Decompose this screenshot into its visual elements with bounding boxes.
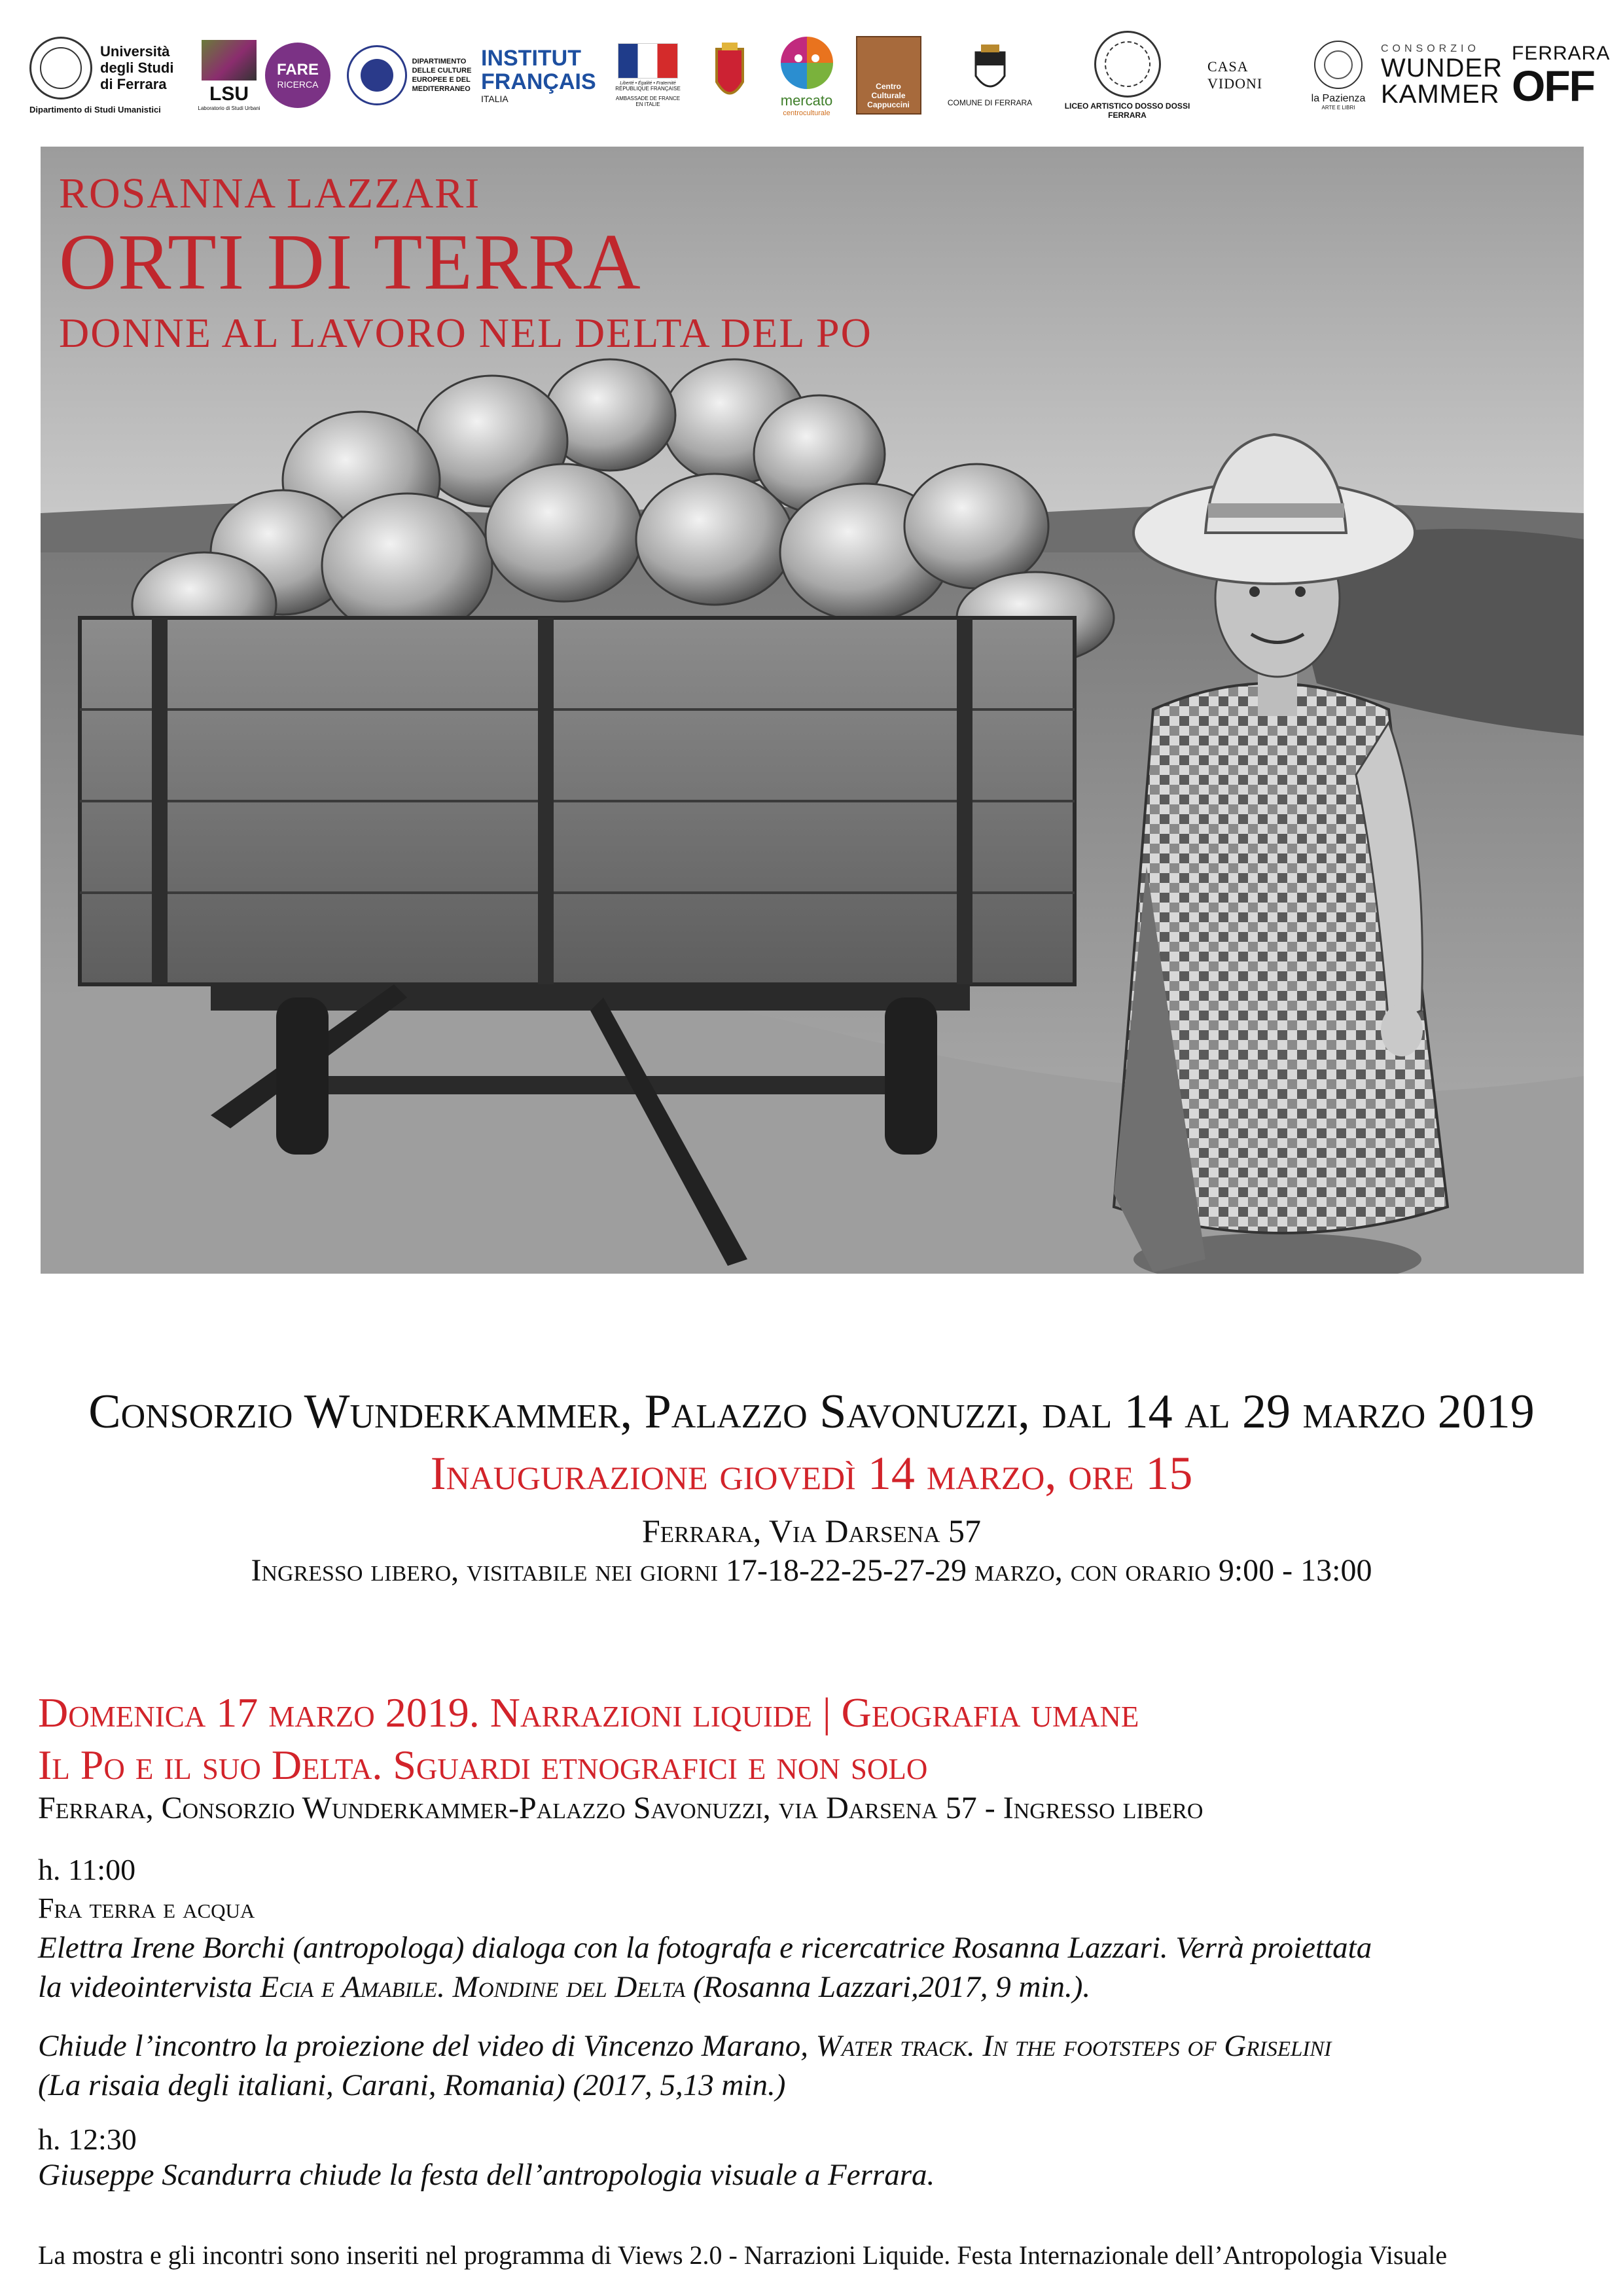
event1-screening-line2: (La risaia degli italiani, Carani, Romania) (2017, 5,13 min.) <box>38 2068 786 2102</box>
casa-vidoni-label: CASA VIDONI <box>1207 58 1263 92</box>
capp-line-1: Centro <box>876 82 901 91</box>
dipartimento-seal-icon <box>347 45 407 105</box>
logo-institut-francais <box>481 26 596 124</box>
logo-ambassade-france <box>602 26 694 124</box>
liceo-line-1: LICEO ARTISTICO DOSSO DOSSI <box>1064 101 1190 111</box>
partner-logos-bar <box>29 26 1611 124</box>
liceo-seal-icon <box>1094 31 1161 98</box>
logo-cappuccini <box>851 26 926 124</box>
event1-screening-pre: Chiude l’incontro la proiezione del video di Vincenzo Marano, <box>38 2029 816 2063</box>
logo-lsu <box>196 26 262 124</box>
event1-description <box>38 1928 1596 2007</box>
ferrara-shield-icon <box>972 43 1008 96</box>
wk-line-3: KAMMER <box>1381 80 1500 109</box>
mercato-face-icon <box>777 33 836 92</box>
event1-desc-line2 <box>38 1967 1596 2007</box>
pazienza-seal-icon <box>1314 41 1363 89</box>
exhibition-title: ORTI DI TERRA <box>59 217 642 306</box>
dip-line-4: MEDITERRANEO <box>412 85 471 93</box>
event1-title: Fra terra e acqua <box>38 1892 255 1924</box>
exhibition-subtitle: DONNE AL LAVORO NEL DELTA DEL PO <box>59 310 872 357</box>
unife-dept: Dipartimento di Studi Umanistici <box>29 104 161 115</box>
logo-comune-ferrara <box>933 26 1047 124</box>
ff-line-2: OFF <box>1512 62 1594 110</box>
event1-screening <box>38 2026 1596 2105</box>
if-line-1: INSTITUT <box>481 46 581 71</box>
footer-note: La mostra e gli incontri sono inseriti nel programma di Views 2.0 - Narrazioni Liquide. Festa Internazionale dell’Antropologia Visuale <box>38 2240 1448 2270</box>
logo-comune-stemma <box>700 26 759 124</box>
mercato-line-2: centroculturale <box>783 109 830 117</box>
unife-name-1: Università <box>100 43 170 60</box>
comune-label: COMUNE DI FERRARA <box>947 98 1033 107</box>
wk-line-2: WUNDER <box>1381 54 1503 82</box>
author-name: ROSANNA LAZZARI <box>59 170 481 217</box>
unife-name-2: degli Studi <box>100 60 174 76</box>
unife-seal-icon <box>29 37 92 99</box>
if-line-2: FRANÇAIS <box>481 69 596 94</box>
dip-line-1: DIPARTIMENTO <box>412 58 467 65</box>
capp-line-3: Cappuccini <box>867 100 910 109</box>
pazienza-line-1: la Pazienza <box>1311 92 1366 104</box>
event1-screening-line1 <box>38 2026 1596 2066</box>
amb-line-2: RÉPUBLIQUE FRANÇAISE <box>615 86 681 92</box>
dip-line-2: DELLE CULTURE <box>412 67 472 75</box>
logo-liceo-dosso-dossi <box>1054 26 1201 124</box>
liceo-line-2: FERRARA <box>1108 111 1147 120</box>
event1-desc-line1: Elettra Irene Borchi (antropologa) dialoga con la fotografa e ricercatrice Rosanna Lazzari. Verrà proiettata <box>38 1931 1372 1965</box>
address: Ferrara, Via Darsena 57 <box>641 1513 982 1549</box>
event1-desc-pre: la videointervista <box>38 1970 260 2004</box>
poster-title-block <box>59 170 872 359</box>
amb-line-4: EN ITALIE <box>635 101 660 107</box>
exhibition-photo <box>41 147 1584 1274</box>
program-location: Ferrara, Consorzio Wunderkammer-Palazzo Savonuzzi, via Darsena 57 - Ingresso libero <box>38 1791 1204 1825</box>
logo-casa-vidoni <box>1207 26 1299 124</box>
logo-mercato <box>766 26 847 124</box>
venue-dates: Consorzio Wunderkammer, Palazzo Savonuzzi, dal 14 al 29 marzo 2019 <box>88 1385 1535 1439</box>
event1-desc-post: (Rosanna Lazzari,2017, 9 min.). <box>685 1970 1091 2004</box>
logo-ferrara-off <box>1512 26 1610 124</box>
logo-wunderkammer <box>1381 26 1505 124</box>
lsu-image-icon <box>202 40 257 81</box>
event2-hour: h. 12:30 <box>38 2123 137 2156</box>
amb-line-3: AMBASSADE DE FRANCE <box>615 96 681 101</box>
unife-name-3: di Ferrara <box>100 76 167 92</box>
capp-line-2: Culturale <box>871 91 906 100</box>
cappuccini-building-icon <box>856 36 921 115</box>
lsu-sub: Laboratorio di Studi Urbani <box>198 105 260 111</box>
coat-of-arms-icon <box>710 43 749 108</box>
amb-line-1: Liberté • Égalité • Fraternité <box>620 81 676 86</box>
inauguration: Inaugurazione giovedì 14 marzo, ore 15 <box>430 1447 1193 1499</box>
fare-label: FARE <box>276 61 319 79</box>
ricerca-label: RICERCA <box>277 79 319 90</box>
logo-la-pazienza <box>1302 26 1374 124</box>
if-line-3: ITALIA <box>481 94 508 104</box>
program-subtitle: Il Po e il suo Delta. Sguardi etnografici e non solo <box>38 1742 928 1788</box>
event1-hour: h. 11:00 <box>38 1853 136 1886</box>
wk-line-1: CONSORZIO <box>1381 43 1480 54</box>
opening-hours: Ingresso libero, visitabile nei giorni 17-18-22-25-27-29 marzo, con orario 9:00 - 13:00 <box>251 1553 1372 1588</box>
mercato-line-1: mercato <box>780 92 833 109</box>
event2-description: Giuseppe Scandurra chiude la festa dell’antropologia visuale a Ferrara. <box>38 2158 935 2192</box>
ff-line-1: FERRARA <box>1512 43 1611 64</box>
event1-video-title: Water track. In the footsteps of Griselini <box>815 2029 1332 2063</box>
pazienza-line-2: ARTE E LIBRI <box>1321 104 1355 111</box>
dip-line-3: EUROPEE E DEL <box>412 76 471 84</box>
logo-fare-ricerca <box>262 26 334 124</box>
logo-dipartimento-culture <box>340 26 478 124</box>
french-flag-icon <box>618 43 678 79</box>
lsu-abbr: LSU <box>209 82 249 105</box>
logo-unife <box>29 26 193 124</box>
event1-film-title: Ecia e Amabile. Mondine del Delta <box>260 1970 686 2004</box>
program-title: Domenica 17 marzo 2019. Narrazioni liquide | Geografia umane <box>38 1689 1139 1736</box>
